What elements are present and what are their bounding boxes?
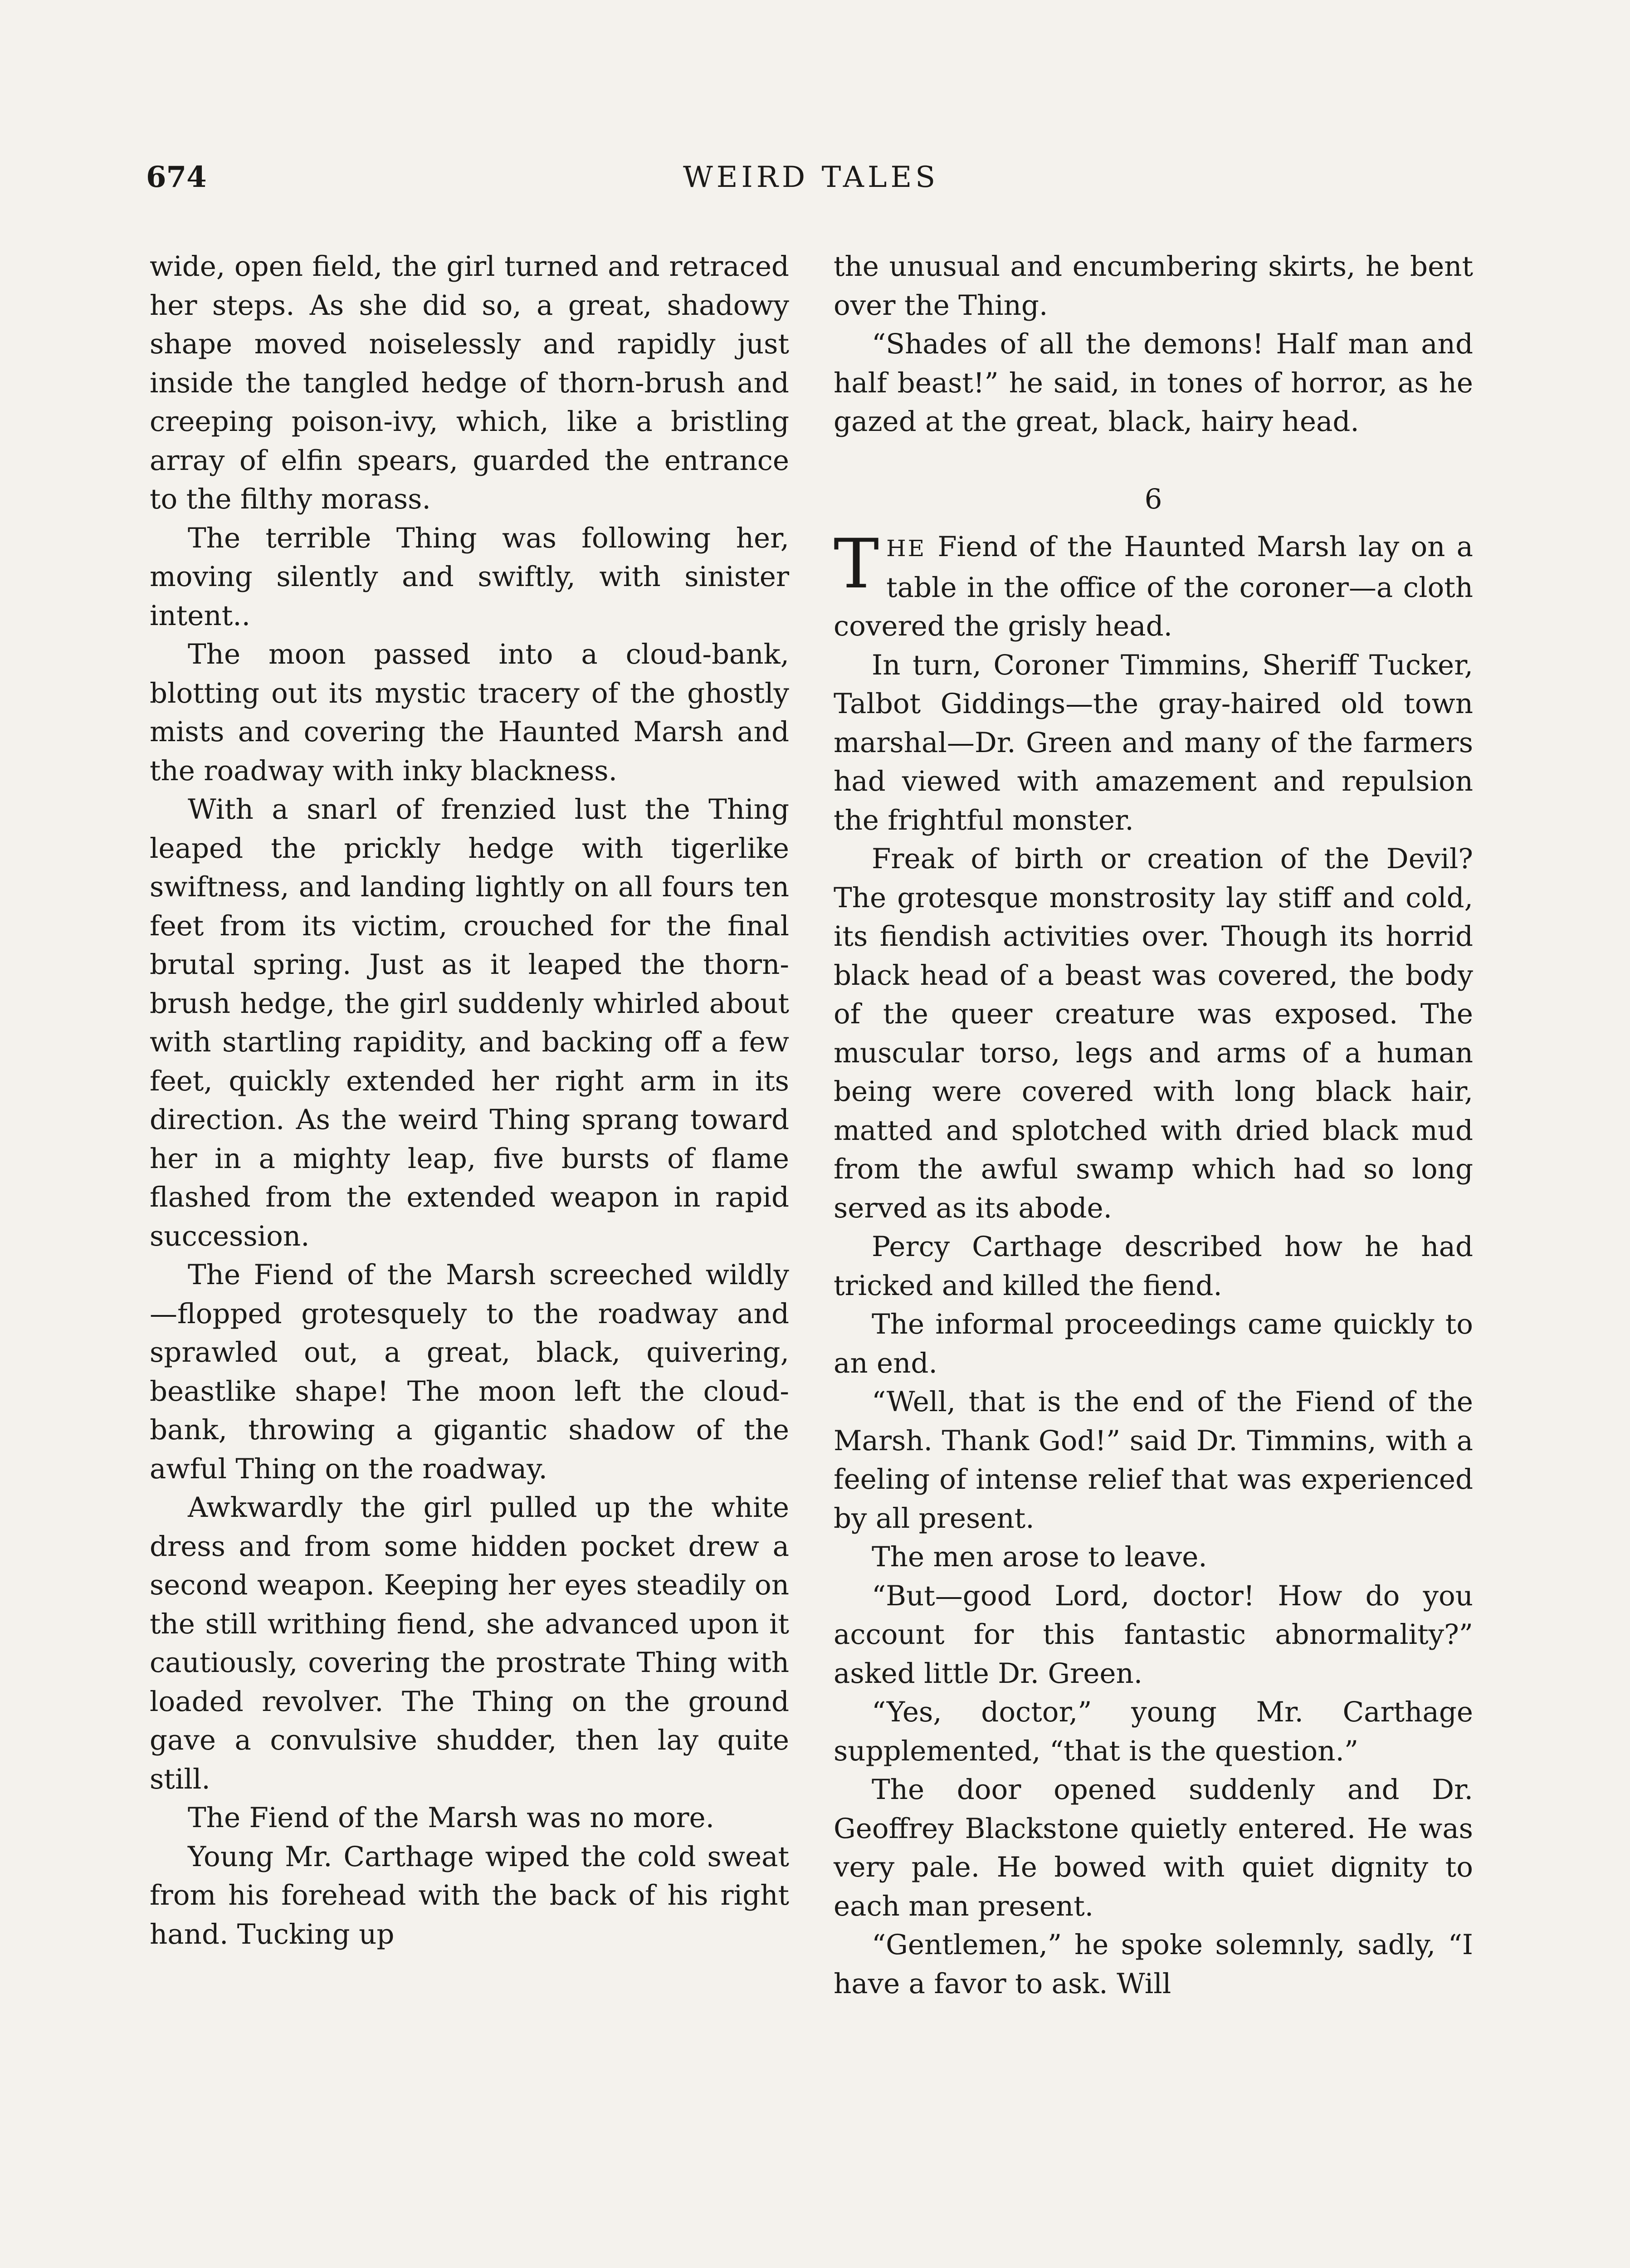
paragraph: The informal proceedings came quickly to an end. [834, 1308, 1473, 1379]
paragraph: The terrible Thing was following her, moving silently and swiftly, with sinister intent.. [150, 522, 789, 632]
paragraph: “But—good Lord, doctor! How do you account for this fantastic abnormality?” asked little Dr. Green. [834, 1579, 1473, 1690]
section-number: 6 [1144, 483, 1162, 515]
right-column [834, 247, 1473, 2003]
paragraph-text: Fiend of the Haunted Marsh lay on a table in the office of the coroner—a cloth covered the grisly head. [834, 531, 1473, 642]
paragraph: The Fiend of the Marsh screeched wildly—flopped grotesquely to the roadway and sprawled out, a great, black, quivering, beastlike shape! The moon left the cloud-bank, throwing a gigantic shadow of the awful Thing on the roadway. [150, 1259, 789, 1485]
paragraph: In turn, Coroner Timmins, Sheriff Tucker, Talbot Giddings—the gray-haired old town marshal—Dr. Green and many of the farmers had viewed with amazement and repulsion the frightful monster. [834, 649, 1473, 836]
paragraph: The door opened suddenly and Dr. Geoffrey Blackstone quietly entered. He was very pale. He bowed with quiet dignity to each man present. [834, 1774, 1473, 1922]
page-number: 674 [146, 160, 207, 194]
paragraph: With a snarl of frenzied lust the Thing leaped the prickly hedge with tigerlike swiftness, and landing lightly on all fours ten feet from its victim, crouched for the final brutal spring. Just as it leaped the thorn-brush hedge, the girl suddenly whirled about with startling rapidity, and backing off a few feet, quickly extended her right arm in its direction. As the weird Thing sprang toward her in a mighty leap, five bursts of flame flashed from the extended weapon in rapid succession. [150, 793, 789, 1252]
paragraph: Percy Carthage described how he had tricked and killed the fiend. [834, 1231, 1473, 1302]
paragraph: “Gentlemen,” he spoke solemnly, sadly, “I have a favor to ask. Will [834, 1929, 1473, 2000]
paragraph: The men arose to leave. [872, 1541, 1207, 1573]
left-column [150, 247, 789, 1954]
small-caps-lead: HE [886, 535, 927, 562]
paragraph: the unusual and encumbering skirts, he bent over the Thing. [834, 250, 1473, 322]
paragraph: wide, open field, the girl turned and retraced her steps. As she did so, a great, shadowy shape moved noiselessly and rapidly just inside the tangled hedge of thorn-brush and creeping poison-ivy, which, like a bristling array of elfin spears, guarded the entrance to the filthy morass. [150, 250, 789, 515]
paragraph: The Fiend of the Marsh was no more. [188, 1802, 714, 1834]
section-opening-paragraph [834, 525, 1473, 646]
paragraph: Freak of birth or creation of the Devil? The grotesque monstrosity lay stiff and cold, its fiendish activities over. Though its horrid black head of a beast was covered, the body of the queer creature was exposed. The muscular torso, legs and arms of a human being were covered with long black hair, matted and splotched with dried black mud from the awful swamp which had so long served as its abode. [834, 843, 1473, 1224]
drop-cap: T [834, 525, 879, 604]
paragraph: The moon passed into a cloud-bank, blotting out its mystic tracery of the ghostly mists and covering the Haunted Marsh and the roadway with inky blackness. [150, 638, 789, 787]
running-title: WEIRD TALES [683, 161, 939, 194]
paragraph: Awkwardly the girl pulled up the white dress and from some hidden pocket drew a second weapon. Keeping her eyes steadily on the still writhing fiend, she advanced upon it cautiously, covering the prostrate Thing with loaded revolver. The Thing on the ground gave a convulsive shudder, then lay quite still. [150, 1491, 789, 1795]
paragraph: “Shades of all the demons! Half man and half beast!” he said, in tones of horror, as he gazed at the great, black, hairy head. [834, 328, 1473, 438]
paragraph: “Well, that is the end of the Fiend of the Marsh. Thank God!” said Dr. Timmins, with a feeling of intense relief that was experienced by all present. [834, 1386, 1473, 1535]
page-header [146, 152, 1476, 202]
paragraph: Young Mr. Carthage wiped the cold sweat from his forehead with the back of his right hand. Tucking up [150, 1840, 789, 1950]
paragraph: “Yes, doctor,” young Mr. Carthage supplemented, “that is the question.” [834, 1696, 1473, 1767]
